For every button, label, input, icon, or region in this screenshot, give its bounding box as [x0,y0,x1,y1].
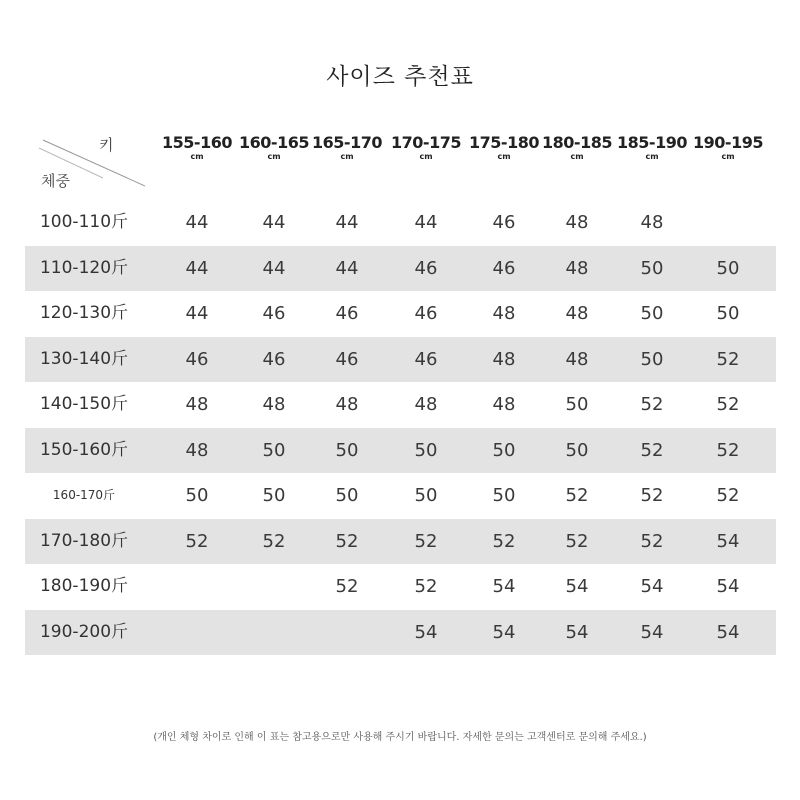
column-unit: cm [497,152,511,161]
size-cell: 44 [335,257,359,279]
size-cell: 48 [492,348,516,370]
weight-axis-label: 체중 [41,172,70,190]
row-weight-label: 140-150斤 [39,394,129,414]
row-weight-label: 130-140斤 [39,348,129,369]
size-cell: 52 [716,394,740,415]
size-cell: 48 [262,394,286,415]
column-range: 160-165 [239,133,309,152]
size-cell: 52 [414,530,438,552]
column-header [387,134,465,161]
size-cell: 48 [185,394,209,415]
size-cell: 52 [640,485,664,506]
size-table-body [25,200,776,655]
size-cell: 52 [716,485,740,506]
column-range: 180-185 [542,133,612,152]
size-cell: 52 [492,530,516,552]
table-row [25,246,776,292]
size-cell: 54 [716,576,740,597]
size-cell: 48 [185,439,209,461]
row-weight-label: 190-200斤 [39,621,129,642]
size-cell: 50 [414,439,438,461]
size-cell: 52 [640,394,664,415]
table-row [25,473,776,519]
size-cell: 54 [492,576,516,597]
size-cell: 46 [414,348,438,370]
column-header [689,134,767,161]
size-cell: 54 [716,530,740,552]
size-cell: 50 [716,257,740,279]
size-cell: 46 [414,303,438,324]
column-range: 190-195 [693,133,763,152]
row-weight-label: 160-170斤 [52,488,116,502]
size-cell: 50 [640,303,664,324]
column-header [308,134,386,161]
size-cell: 44 [185,257,209,279]
size-cell: 50 [565,439,589,461]
size-cell: 54 [640,621,664,643]
table-row [25,564,776,610]
size-cell: 52 [565,485,589,506]
table-row [25,610,776,656]
size-cell: 44 [185,303,209,324]
size-cell: 48 [565,212,589,233]
size-cell [158,610,236,656]
row-weight-label: 170-180斤 [39,530,129,551]
column-unit: cm [721,152,735,161]
size-cell: 54 [492,621,516,643]
size-cell: 52 [262,530,286,552]
size-cell: 50 [640,348,664,370]
table-row [25,200,776,246]
column-header [235,134,313,161]
page-title: 사이즈 추천표 [326,64,474,90]
size-cell: 46 [185,348,209,370]
size-cell: 54 [716,621,740,643]
size-cell [235,564,313,610]
size-cell: 54 [414,621,438,643]
size-cell: 52 [640,530,664,552]
size-cell: 44 [335,212,359,233]
size-cell: 50 [565,394,589,415]
column-range: 185-190 [617,133,687,152]
size-cell: 44 [414,212,438,233]
height-axis-label: 키 [99,136,114,154]
size-cell: 52 [640,439,664,461]
size-cell: 48 [565,257,589,279]
size-cell [308,610,386,656]
corner-cell [25,126,145,198]
size-cell: 46 [335,348,359,370]
table-row [25,337,776,383]
size-cell: 48 [565,303,589,324]
row-weight-label: 180-190斤 [39,576,129,596]
size-cell: 50 [414,485,438,506]
size-cell: 50 [335,439,359,461]
size-cell: 44 [185,212,209,233]
size-cell: 46 [262,303,286,324]
size-cell: 48 [335,394,359,415]
size-cell [689,200,767,246]
column-range: 175-180 [469,133,539,152]
column-unit: cm [190,152,204,161]
table-row [25,291,776,337]
column-range: 165-170 [312,133,382,152]
size-cell: 46 [414,257,438,279]
size-cell: 50 [185,485,209,506]
size-cell: 48 [492,394,516,415]
column-range: 170-175 [391,133,461,152]
size-cell: 52 [185,530,209,552]
size-cell: 50 [492,485,516,506]
column-header [613,134,691,161]
size-cell: 46 [492,212,516,233]
size-cell: 48 [492,303,516,324]
size-cell: 54 [640,576,664,597]
size-cell: 46 [262,348,286,370]
row-weight-label: 110-120斤 [39,257,129,278]
size-cell: 54 [565,576,589,597]
size-cell: 44 [262,257,286,279]
column-unit: cm [267,152,281,161]
column-range: 155-160 [162,133,232,152]
row-weight-label: 100-110斤 [39,212,129,232]
size-cell: 50 [716,303,740,324]
size-cell: 48 [565,348,589,370]
size-cell: 48 [640,212,664,233]
footnote: (개인 체형 차이로 인해 이 표는 참고용으로만 사용해 주시기 바랍니다. 자세한 문의는 고객센터로 문의해 주세요.) [153,732,647,743]
column-unit: cm [645,152,659,161]
table-header [25,126,776,198]
size-cell: 46 [335,303,359,324]
size-cell: 52 [335,576,359,597]
column-unit: cm [340,152,354,161]
column-unit: cm [419,152,433,161]
size-cell: 50 [262,485,286,506]
column-header [158,134,236,161]
size-cell: 50 [640,257,664,279]
size-cell: 52 [335,530,359,552]
size-cell: 44 [262,212,286,233]
size-cell [235,610,313,656]
size-cell: 52 [565,530,589,552]
column-header [465,134,543,161]
size-cell: 48 [414,394,438,415]
size-cell: 52 [414,576,438,597]
row-weight-label: 150-160斤 [39,439,129,460]
size-cell: 50 [492,439,516,461]
size-cell: 50 [262,439,286,461]
size-cell: 46 [492,257,516,279]
row-weight-label: 120-130斤 [39,303,129,323]
size-cell: 52 [716,439,740,461]
size-cell: 52 [716,348,740,370]
size-cell [158,564,236,610]
size-cell: 54 [565,621,589,643]
table-row [25,382,776,428]
table-row [25,519,776,565]
table-row [25,428,776,474]
column-header [538,134,616,161]
column-unit: cm [570,152,584,161]
size-cell: 50 [335,485,359,506]
